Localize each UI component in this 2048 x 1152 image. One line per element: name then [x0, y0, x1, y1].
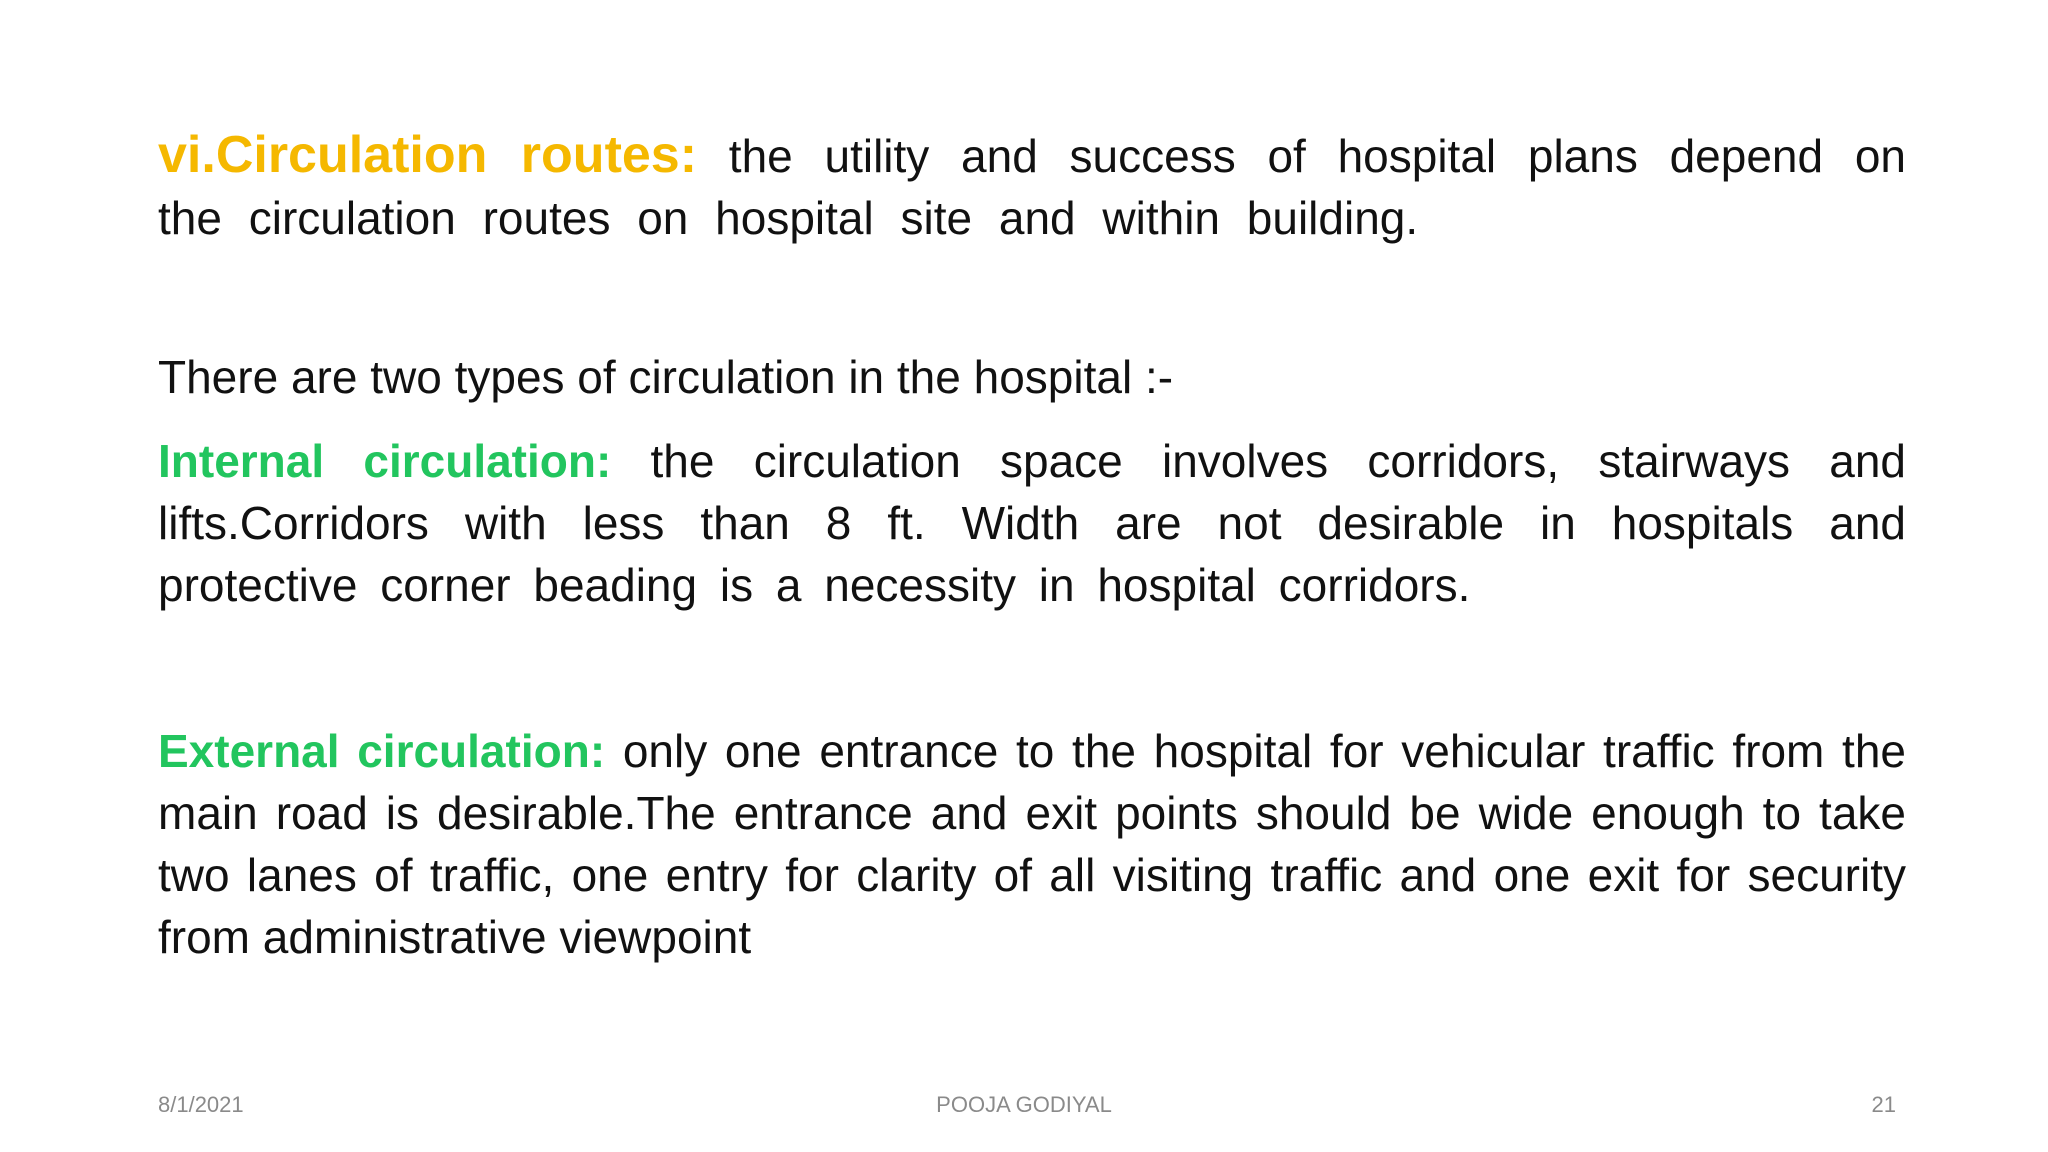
- internal-circulation-text: the circulation space involves corridors, stairways and lifts.Corridors with less than 8 ft. Width are not desirable in hospitals and protective corner beading is a necessity in hospital corridors.: [158, 435, 1906, 611]
- external-circulation-paragraph: [158, 720, 1906, 968]
- footer-author: POOJA GODIYAL: [936, 1092, 1112, 1117]
- external-circulation-text: only one entrance to the hospital for vehicular traffic from the main road is desirable.The entrance and exit points should be wide enough to take two lanes of traffic, one entry for clarity of all visiting traffic and one exit for security from administrative viewpoint: [158, 725, 1906, 963]
- footer-date: 8/1/2021: [158, 1092, 244, 1117]
- circulation-routes-heading: vi.Circulation routes:: [158, 126, 698, 184]
- internal-circulation-paragraph: [158, 430, 1906, 616]
- external-circulation-heading: External circulation:: [158, 725, 606, 777]
- internal-circulation-heading: Internal circulation:: [158, 435, 612, 487]
- footer-page-number: 21: [1871, 1092, 1896, 1117]
- circulation-routes-paragraph: [158, 124, 1906, 249]
- circulation-routes-text: the utility and success of hospital plans depend on the circulation routes on hospital site and within building.: [158, 130, 1906, 244]
- circulation-types-intro: There are two types of circulation in the hospital :-: [158, 351, 1174, 403]
